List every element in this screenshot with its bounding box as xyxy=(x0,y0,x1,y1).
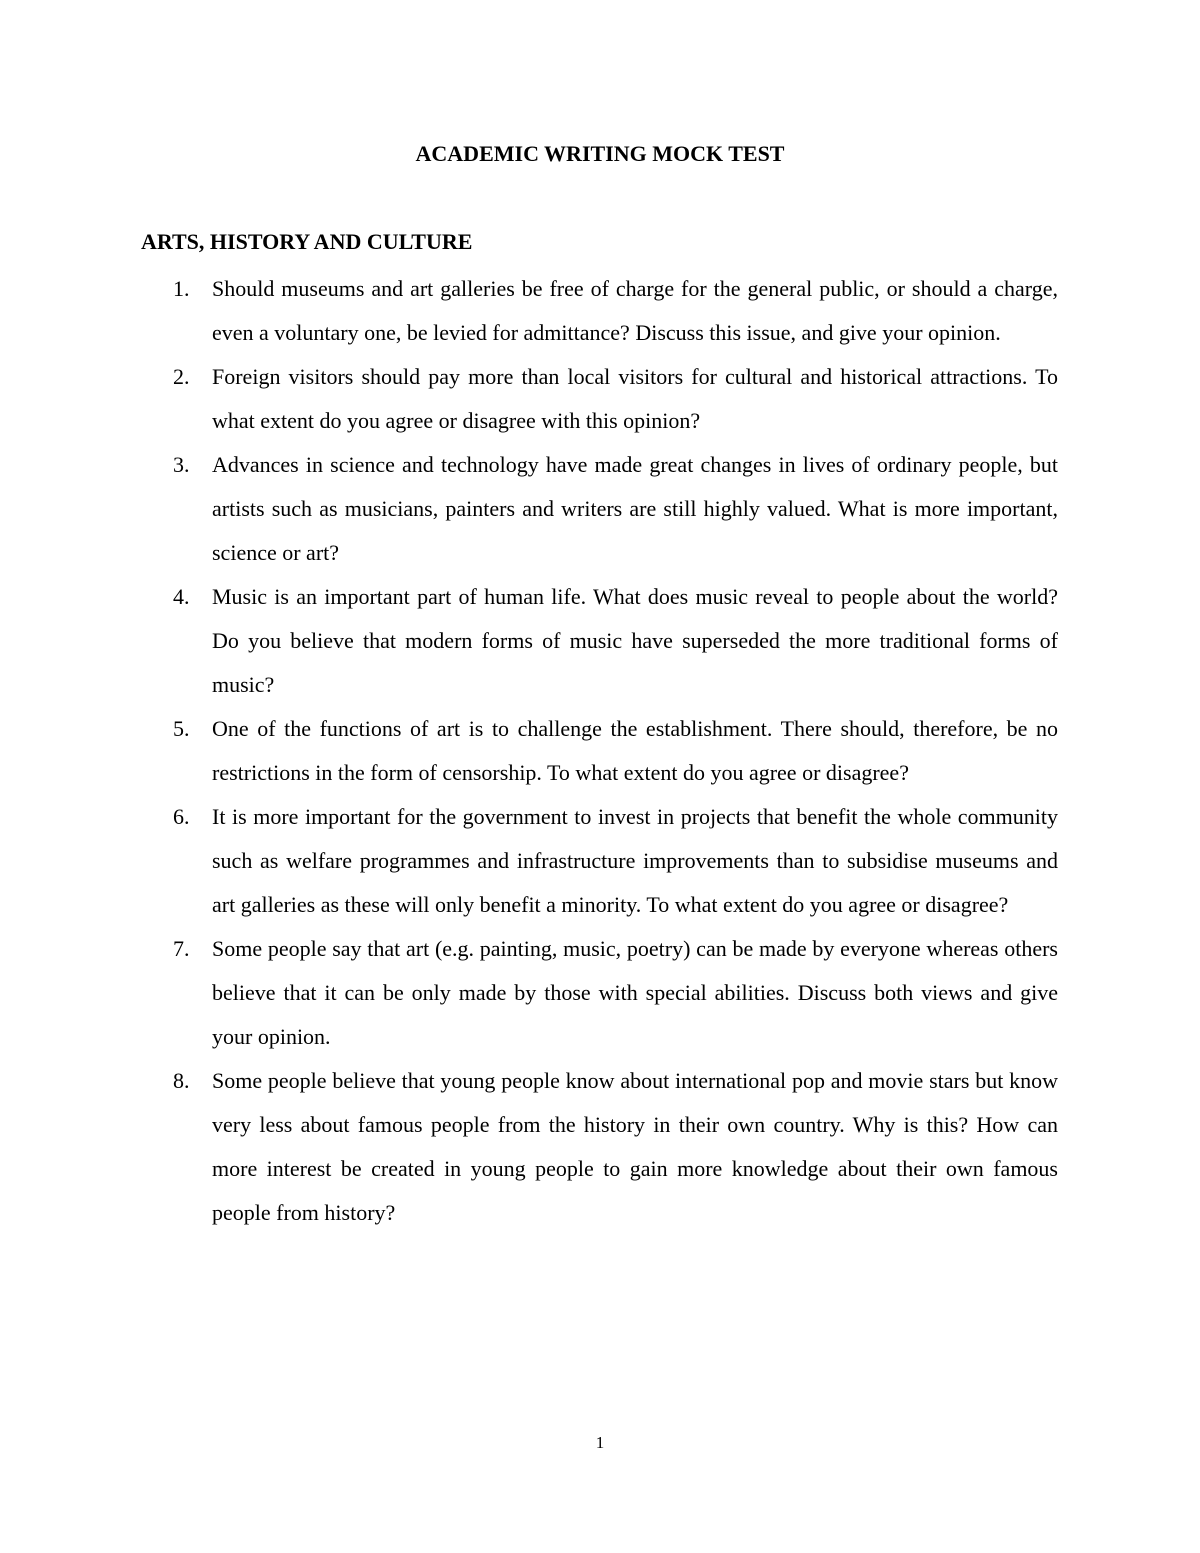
question-item xyxy=(0,795,1200,927)
question-item xyxy=(0,707,1200,795)
question-number: 4. xyxy=(173,584,190,609)
page-number: 1 xyxy=(595,1433,605,1452)
question-item xyxy=(0,1059,1200,1235)
question-text: Music is an important part of human life. What does music reveal to people about the world? Do you believe that modern forms of music have superseded the more traditional forms of music? xyxy=(212,584,1058,697)
question-text: Some people say that art (e.g. painting, music, poetry) can be made by everyone whereas others believe that it can be only made by those with special abilities. Discuss both views and give your opinion. xyxy=(212,936,1058,1049)
question-list xyxy=(0,267,1200,1235)
question-number: 5. xyxy=(173,716,190,741)
question-number: 2. xyxy=(173,364,190,389)
question-number: 1. xyxy=(173,276,190,301)
question-item xyxy=(0,267,1200,355)
document-title: ACADEMIC WRITING MOCK TEST xyxy=(415,141,785,166)
question-item xyxy=(0,443,1200,575)
question-item xyxy=(0,575,1200,707)
question-text: Foreign visitors should pay more than local visitors for cultural and historical attractions. To what extent do you agree or disagree with this opinion? xyxy=(212,364,1058,433)
question-text: Should museums and art galleries be free of charge for the general public, or should a charge, even a voluntary one, be levied for admittance? Discuss this issue, and give your opinion. xyxy=(212,276,1058,345)
question-item xyxy=(0,355,1200,443)
question-number: 6. xyxy=(173,804,190,829)
question-number: 3. xyxy=(173,452,190,477)
question-text: One of the functions of art is to challenge the establishment. There should, therefore, be no restrictions in the form of censorship. To what extent do you agree or disagree? xyxy=(212,716,1058,785)
question-text: Advances in science and technology have made great changes in lives of ordinary people, but artists such as musicians, painters and writers are still highly valued. What is more important, science or art? xyxy=(212,452,1058,565)
section-heading: ARTS, HISTORY AND CULTURE xyxy=(141,229,473,254)
question-text: Some people believe that young people know about international pop and movie stars but know very less about famous people from the history in their own country. Why is this? How can more interest be created in young people to gain more knowledge about their own famous people from history? xyxy=(212,1068,1058,1225)
question-number: 8. xyxy=(173,1068,190,1093)
question-text: It is more important for the government to invest in projects that benefit the whole community such as welfare programmes and infrastructure improvements than to subsidise museums and art galleries as these will only benefit a minority. To what extent do you agree or disagree? xyxy=(212,804,1058,917)
question-item xyxy=(0,927,1200,1059)
question-number: 7. xyxy=(173,936,190,961)
